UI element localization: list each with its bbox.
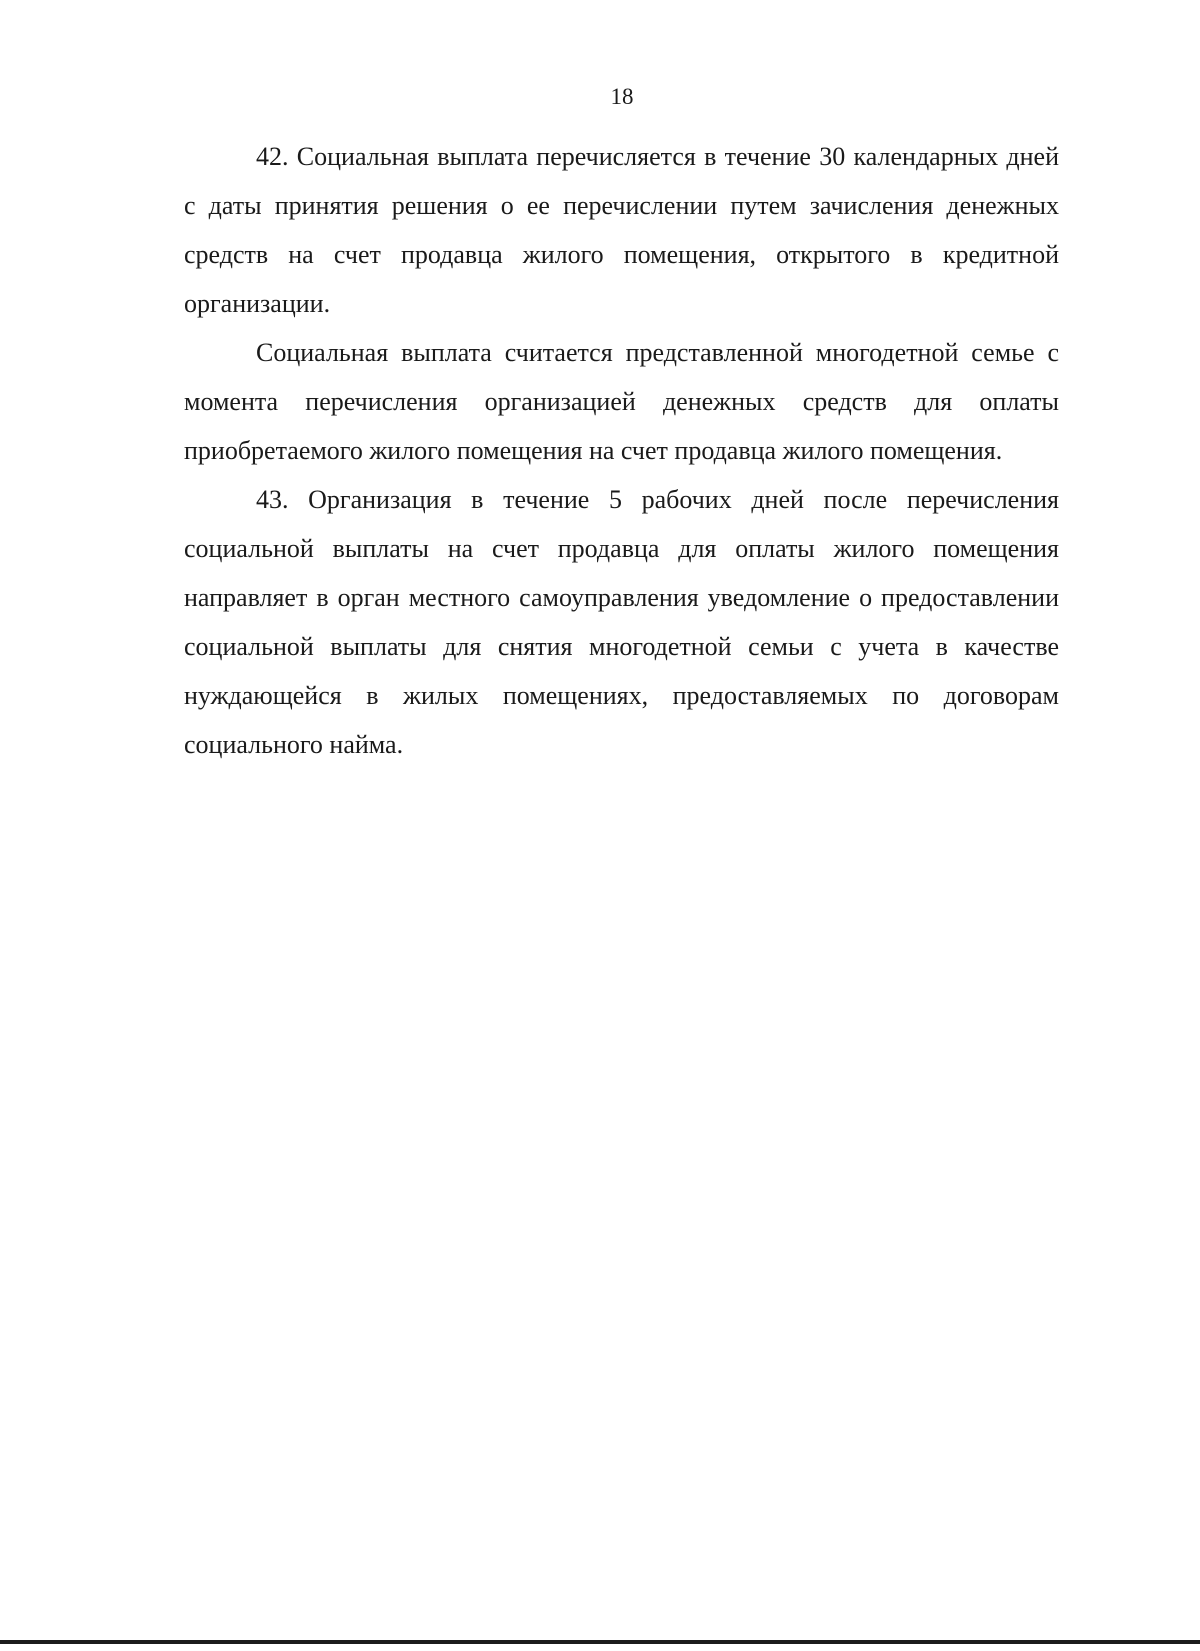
document-body xyxy=(184,132,1059,769)
paragraph-43: 43. Организация в течение 5 рабочих дней после перечисления социальной выплаты на счет продавца для оплаты жилого помещения направляет в орган местного самоуправления уведомление о предоставлении социальной выплаты для снятия многодетной семьи с учета в качестве нуждающейся в жилых помещениях, предоставляемых по договорам социального найма. xyxy=(184,485,1059,759)
page-number: 18 xyxy=(610,84,634,109)
bottom-border-line xyxy=(0,1640,1200,1644)
paragraph-42-continued: Социальная выплата считается представленной многодетной семье с момента перечисления организацией денежных средств для оплаты приобретаемого жилого помещения на счет продавца жилого помещения. xyxy=(184,338,1059,465)
paragraph-42: 42. Социальная выплата перечисляется в течение 30 календарных дней с даты принятия решения о ее перечислении путем зачисления денежных средств на счет продавца жилого помещения, открытого в кредитной организации. xyxy=(184,142,1059,318)
